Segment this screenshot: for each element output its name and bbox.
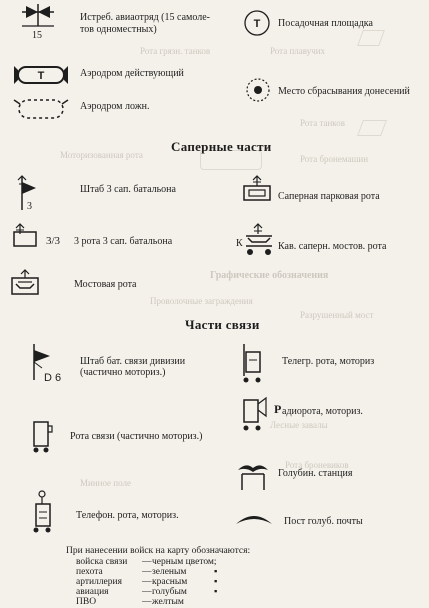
signal-hq-code: D 6	[44, 372, 62, 384]
landing-letter: Т	[253, 18, 261, 30]
bleed-text: Рота танков	[300, 118, 345, 128]
footer-dash: —	[142, 567, 152, 577]
footer-color: желтым	[152, 597, 184, 607]
signal-hq-label-2: (частично моториз.)	[80, 367, 166, 378]
footer-marker: ▪	[214, 577, 218, 587]
radio-company-letter: Р	[274, 402, 282, 416]
bleed-shape	[357, 30, 385, 46]
radio-company-label: адиорота, моториз.	[282, 406, 363, 417]
bleed-text: Минное поле	[80, 478, 131, 488]
sapper-park-symbol	[240, 174, 274, 204]
active-airfield-label: Аэродром действующий	[80, 68, 184, 79]
footer-marker: ▪	[214, 567, 218, 577]
bleed-text: Моторизованная рота	[60, 150, 143, 160]
pigeon-station-symbol	[236, 458, 270, 494]
footer-dash: —	[142, 587, 152, 597]
footer-color: черным цветом;	[152, 557, 217, 567]
bleed-text: Графические обозначения	[210, 270, 329, 281]
footer-dash: —	[142, 597, 152, 607]
bleed-text: Рота плавучих	[270, 46, 326, 56]
bleed-shape	[357, 120, 387, 136]
telephone-company-label: Телефон. рота, моториз.	[76, 510, 179, 521]
cav-bridge-label: Кав. саперн. мостов. рота	[278, 241, 387, 252]
fighter-squadron-label-1: Истреб. авиаотряд (15 самоле-	[80, 12, 210, 23]
bleed-text: Проволочные заграждения	[150, 296, 253, 306]
fighter-squadron-number: 15	[32, 30, 42, 41]
footer-color: голубым	[152, 587, 187, 597]
false-airfield-symbol	[12, 90, 70, 124]
signal-hq-label-1: Штаб бат. связи дивизии	[80, 356, 186, 367]
airfield-letter: Т	[37, 70, 45, 82]
signal-heading: Части связи	[185, 317, 260, 332]
drop-site-symbol	[244, 76, 272, 104]
false-airfield-label: Аэродром ложн.	[80, 101, 150, 112]
signal-company-symbol	[28, 418, 54, 454]
footer-marker: ▪	[214, 587, 218, 597]
sapper-heading: Саперные части	[171, 139, 272, 154]
footer-dash: —	[142, 557, 152, 567]
landing-site-symbol	[242, 8, 272, 38]
telephone-company-symbol	[28, 490, 58, 534]
bleed-text: Рота бронемашин	[300, 154, 369, 164]
bridge-company-symbol	[8, 268, 42, 298]
telegraph-company-label: Телегр. рота, моториз	[282, 356, 375, 367]
telegraph-company-symbol	[238, 342, 268, 386]
footer-dash: —	[142, 577, 152, 587]
signal-company-label: Рота связи (частично моториз.)	[70, 431, 203, 442]
bleed-text: Рота грязн. танков	[140, 46, 211, 56]
footer-branch: авиация	[76, 587, 109, 597]
pigeon-post-label: Пост голуб. почты	[284, 516, 363, 527]
footer-color: зеленым	[152, 567, 187, 577]
sapper-company-fraction: 3/3	[46, 235, 61, 247]
landing-site-label: Посадочная площадка	[278, 18, 373, 29]
bleed-text: Разрушенный мост	[300, 310, 374, 320]
radio-company-symbol	[238, 392, 272, 436]
footer-branch: ПВО	[76, 597, 97, 607]
pigeon-station-label: Голубин. станция	[278, 468, 353, 479]
sapper-hq-number: 3	[27, 201, 32, 212]
sapper-company-label: 3 рота 3 сап. батальона	[74, 236, 173, 247]
sapper-hq-label: Штаб 3 сап. батальона	[80, 184, 176, 195]
footer-branch: артиллерия	[76, 577, 122, 587]
bleed-text: Рота броневиков	[285, 460, 349, 470]
drop-site-label: Место сбрасывания донесений	[278, 86, 410, 97]
footer-color: красным	[152, 577, 188, 587]
footer-intro: При нанесении войск на карту обозначаются:	[66, 546, 251, 556]
pigeon-post-symbol	[234, 508, 274, 528]
sapper-park-label: Саперная парковая рота	[278, 191, 380, 202]
cav-bridge-letter: К	[236, 238, 243, 249]
bleed-text: Лесные завалы	[270, 420, 328, 430]
footer-branch: войска связи	[76, 557, 128, 567]
bridge-company-label: Мостовая рота	[74, 279, 137, 290]
footer-branch: пехота	[76, 567, 103, 577]
fighter-squadron-label-2: тов одноместных)	[80, 24, 157, 35]
active-airfield-symbol	[12, 60, 70, 90]
sapper-company-symbol	[10, 222, 40, 250]
